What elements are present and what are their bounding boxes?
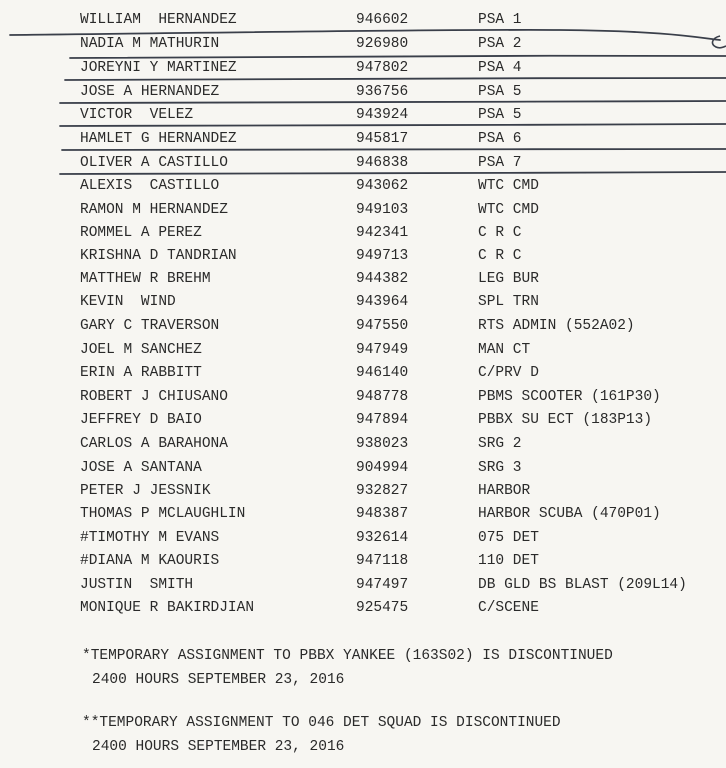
tax-number: 946838	[356, 155, 409, 171]
assignment: PBBX SU ECT (183P13)	[478, 412, 653, 428]
employee-name: JUSTIN SMITH	[80, 577, 194, 593]
tax-number: 943062	[356, 178, 409, 194]
table-row	[0, 199, 726, 222]
employee-name: WILLIAM HERNANDEZ	[80, 12, 237, 28]
assignment: SRG 2	[478, 436, 522, 452]
table-row	[0, 457, 726, 480]
footnote-line-1: **TEMPORARY ASSIGNMENT TO 046 DET SQUAD IS DISCONTINUED	[82, 715, 561, 731]
assignment: PSA 1	[478, 12, 522, 28]
employee-name: JOREYNI Y MARTINEZ	[80, 60, 237, 76]
assignment: SPL TRN	[478, 294, 539, 310]
footnote	[82, 644, 613, 692]
tax-number: 943964	[356, 294, 409, 310]
table-row	[0, 104, 726, 127]
employee-name: RAMON M HERNANDEZ	[80, 202, 228, 218]
employee-name: JEFFREY D BAIO	[80, 412, 202, 428]
tax-number: 925475	[356, 600, 409, 616]
tax-number: 945817	[356, 131, 409, 147]
assignment: HARBOR	[478, 483, 531, 499]
tax-number: 947550	[356, 318, 409, 334]
tax-number: 932614	[356, 530, 409, 546]
footnote-line-2: 2400 HOURS SEPTEMBER 23, 2016	[92, 672, 345, 688]
employee-name: ALEXIS CASTILLO	[80, 178, 220, 194]
tax-number: 938023	[356, 436, 409, 452]
tax-number: 947894	[356, 412, 409, 428]
tax-number: 946602	[356, 12, 409, 28]
employee-name: ERIN A RABBITT	[80, 365, 202, 381]
table-row	[0, 291, 726, 314]
table-row	[0, 222, 726, 245]
table-row	[0, 386, 726, 409]
employee-name: JOSE A SANTANA	[80, 460, 202, 476]
assignment: PSA 5	[478, 107, 522, 123]
employee-name: ROMMEL A PEREZ	[80, 225, 202, 241]
tax-number: 926980	[356, 36, 409, 52]
table-row	[0, 175, 726, 198]
tax-number: 948778	[356, 389, 409, 405]
employee-name: CARLOS A BARAHONA	[80, 436, 228, 452]
table-row	[0, 245, 726, 268]
table-row	[0, 574, 726, 597]
footnote-line-1: *TEMPORARY ASSIGNMENT TO PBBX YANKEE (163S02) IS DISCONTINUED	[82, 648, 613, 664]
employee-name: KEVIN WIND	[80, 294, 176, 310]
employee-name: VICTOR VELEZ	[80, 107, 194, 123]
table-row	[0, 527, 726, 550]
assignment: PSA 7	[478, 155, 522, 171]
tax-number: 936756	[356, 84, 409, 100]
assignment: PBMS SCOOTER (161P30)	[478, 389, 661, 405]
table-row	[0, 268, 726, 291]
employee-name: NADIA M MATHURIN	[80, 36, 220, 52]
footnote	[82, 711, 561, 759]
employee-name: MATTHEW R BREHM	[80, 271, 211, 287]
tax-number: 947949	[356, 342, 409, 358]
assignment: DB GLD BS BLAST (209L14)	[478, 577, 687, 593]
employee-name: GARY C TRAVERSON	[80, 318, 220, 334]
assignment: C R C	[478, 225, 522, 241]
table-row	[0, 315, 726, 338]
assignment: LEG BUR	[478, 271, 539, 287]
assignment: PSA 2	[478, 36, 522, 52]
table-row	[0, 409, 726, 432]
employee-name: HAMLET G HERNANDEZ	[80, 131, 237, 147]
employee-name: OLIVER A CASTILLO	[80, 155, 228, 171]
table-row	[0, 362, 726, 385]
employee-name: MONIQUE R BAKIRDJIAN	[80, 600, 255, 616]
tax-number: 904994	[356, 460, 409, 476]
assignment: C R C	[478, 248, 522, 264]
tax-number: 949713	[356, 248, 409, 264]
table-row	[0, 33, 726, 56]
tax-number: 947497	[356, 577, 409, 593]
employee-name: JOSE A HERNANDEZ	[80, 84, 220, 100]
tax-number: 949103	[356, 202, 409, 218]
tax-number: 943924	[356, 107, 409, 123]
tax-number: 944382	[356, 271, 409, 287]
assignment: 075 DET	[478, 530, 539, 546]
table-row	[0, 597, 726, 620]
assignment: 110 DET	[478, 553, 539, 569]
employee-name: #TIMOTHY M EVANS	[80, 530, 220, 546]
table-row	[0, 9, 726, 32]
assignment: PSA 6	[478, 131, 522, 147]
assignment: C/SCENE	[478, 600, 539, 616]
tax-number: 946140	[356, 365, 409, 381]
table-row	[0, 433, 726, 456]
assignment: WTC CMD	[478, 202, 539, 218]
table-row	[0, 339, 726, 362]
assignment: WTC CMD	[478, 178, 539, 194]
assignment: C/PRV D	[478, 365, 539, 381]
assignment: PSA 5	[478, 84, 522, 100]
table-row	[0, 152, 726, 175]
table-row	[0, 128, 726, 151]
employee-name: ROBERT J CHIUSANO	[80, 389, 228, 405]
table-row	[0, 550, 726, 573]
assignment: RTS ADMIN (552A02)	[478, 318, 635, 334]
tax-number: 948387	[356, 506, 409, 522]
footnote-line-2: 2400 HOURS SEPTEMBER 23, 2016	[92, 739, 345, 755]
tax-number: 947802	[356, 60, 409, 76]
assignment: PSA 4	[478, 60, 522, 76]
employee-name: #DIANA M KAOURIS	[80, 553, 220, 569]
assignment: MAN CT	[478, 342, 531, 358]
table-row	[0, 81, 726, 104]
employee-name: KRISHNA D TANDRIAN	[80, 248, 237, 264]
assignment: HARBOR SCUBA (470P01)	[478, 506, 661, 522]
employee-name: JOEL M SANCHEZ	[80, 342, 202, 358]
table-row	[0, 57, 726, 80]
tax-number: 942341	[356, 225, 409, 241]
assignment: SRG 3	[478, 460, 522, 476]
table-row	[0, 480, 726, 503]
tax-number: 932827	[356, 483, 409, 499]
employee-name: PETER J JESSNIK	[80, 483, 211, 499]
table-row	[0, 503, 726, 526]
employee-name: THOMAS P MCLAUGHLIN	[80, 506, 246, 522]
tax-number: 947118	[356, 553, 409, 569]
